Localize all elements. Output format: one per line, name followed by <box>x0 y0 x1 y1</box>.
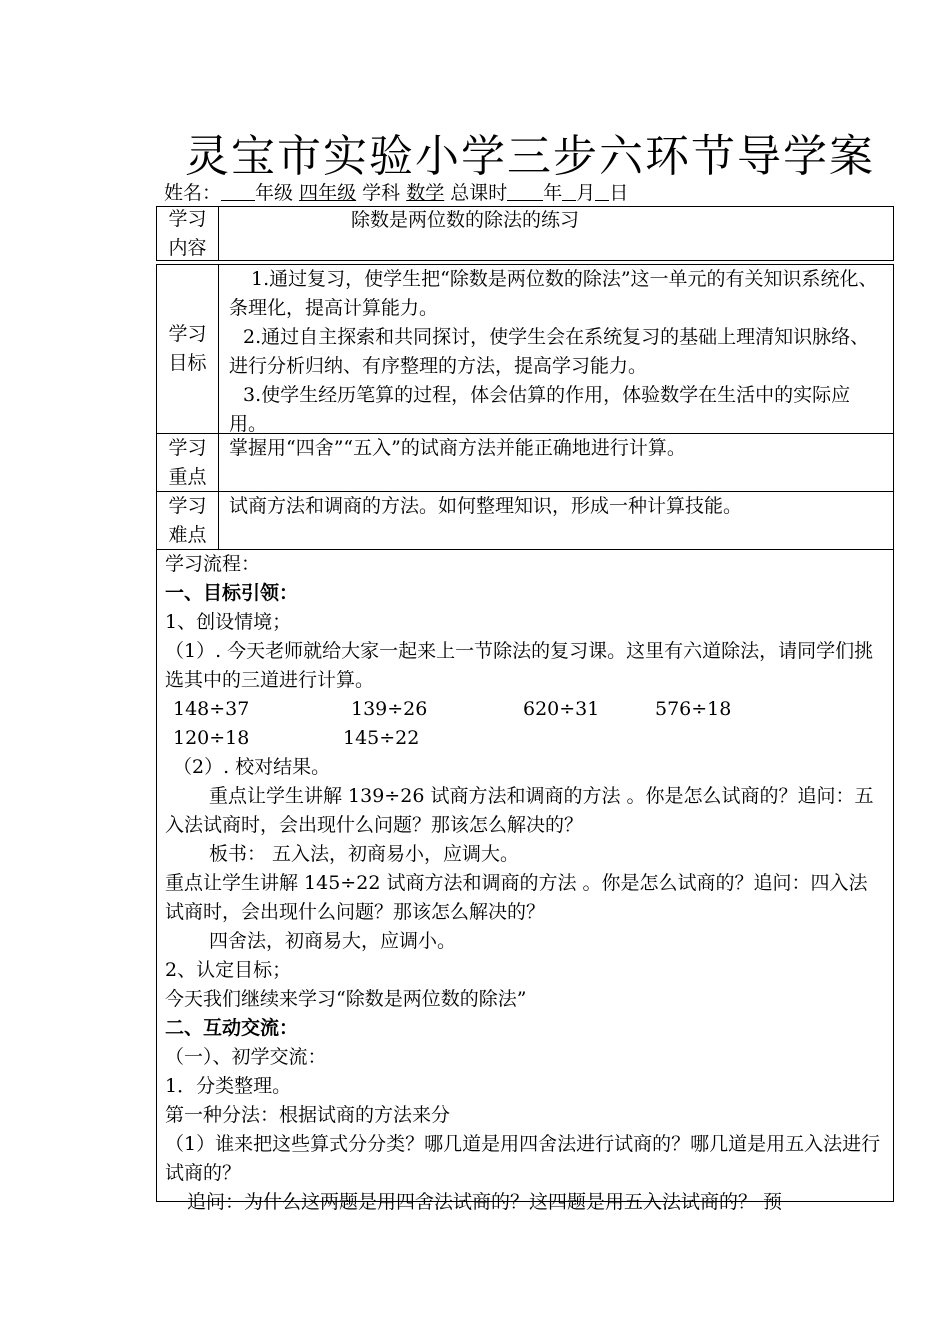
lesson-plan-table <box>156 206 894 1213</box>
name-blank[interactable] <box>221 182 255 201</box>
paragraph: 今天我们继续来学习“除数是两位数的除法” <box>165 988 527 1010</box>
row-label: 学习难点 <box>157 492 219 549</box>
calc-item: 139÷26 <box>351 698 428 720</box>
header-info <box>164 178 628 205</box>
year-label: 年 <box>543 182 563 204</box>
hours-label: 总课时 <box>450 182 508 204</box>
calc-row <box>165 724 885 753</box>
day-label: 日 <box>609 182 629 204</box>
goal-item: 2.通过自主探索和共同探讨，使学生会在系统复习的基础上理清知识脉络、进行分析归纳、有序整理的方法，提高学习能力。 <box>229 326 870 377</box>
month-blank[interactable] <box>562 182 576 201</box>
paragraph: 四舍法，初商易大，应调小。 <box>209 930 457 952</box>
paragraph: 板书： 五入法，初商易小，应调大。 <box>209 843 520 865</box>
paragraph: 重点让学生讲解 145÷22 试商方法和调商的方法 。你是怎么试商的？追问：四入法试商时，会出现什么问题？那该怎么解决的？ <box>165 872 868 923</box>
subject-value: 数学 <box>406 182 445 204</box>
row-goals <box>156 264 894 434</box>
calc-item: 120÷18 <box>173 727 250 749</box>
calc-item: 148÷37 <box>173 698 250 720</box>
paragraph: （2）. 校对结果。 <box>173 756 331 778</box>
grade-label: 年级 <box>255 182 294 204</box>
paragraph: 追问：为什么这两题是用四舍法试商的？这四题是用五入法试商的？ 预 <box>187 1191 783 1213</box>
row-label: 学习内容 <box>157 207 219 260</box>
hours-blank[interactable] <box>507 182 543 201</box>
difficult-text: 试商方法和调商的方法。如何整理知识，形成一种计算技能。 <box>229 495 743 517</box>
row-key <box>156 434 894 492</box>
goal-item: 1.通过复习，使学生把“除数是两位数的除法”这一单元的有关知识系统化、条理化，提高计算能力。 <box>229 268 878 319</box>
row-content <box>156 206 894 261</box>
sub-heading: 2、认定目标； <box>165 959 292 981</box>
row-label: 学习重点 <box>157 434 219 491</box>
paragraph: （1）谁来把这些算式分分类？哪几道是用四舍法进行试商的？哪几道是用五入法进行试商的？ <box>165 1133 881 1184</box>
content-text: 除数是两位数的除法的练习 <box>351 209 580 231</box>
calc-item: 145÷22 <box>343 727 420 749</box>
goals-list <box>219 265 893 433</box>
flow-heading: 学习流程： <box>165 553 261 575</box>
row-difficult <box>156 492 894 550</box>
row-label: 学习目标 <box>157 265 219 433</box>
calc-item: 620÷31 <box>523 698 600 720</box>
paragraph: 第一种分法：根据试商的方法来分 <box>165 1104 451 1126</box>
calc-row <box>165 695 885 724</box>
paragraph: 重点让学生讲解 139÷26 试商方法和调商的方法 。你是怎么试商的？追问：五入法试商时，会出现什么问题？那该怎么解决的？ <box>165 785 874 836</box>
name-label: 姓名： <box>164 182 222 204</box>
grade-value: 四年级 <box>299 182 357 204</box>
learning-flow <box>156 550 894 1213</box>
goal-item: 3.使学生经历笔算的过程，体会估算的作用，体验数学在生活中的实际应用。 <box>229 384 851 435</box>
day-blank[interactable] <box>595 182 609 201</box>
section-heading: 二、互动交流： <box>165 1017 299 1039</box>
page-title: 灵宝市实验小学三步六环节导学案 <box>185 131 875 182</box>
key-text: 掌握用“四舍”“五入”的试商方法并能正确地进行计算。 <box>229 437 686 459</box>
sub-heading: 1、创设情境； <box>165 611 292 633</box>
sub-heading: （一）、初学交流： <box>165 1046 327 1068</box>
paragraph: （1）. 今天老师就给大家一起来上一节除法的复习课。这里有六道除法，请同学们挑选其中的三道进行计算。 <box>165 640 874 691</box>
paragraph: 1．分类整理。 <box>165 1075 292 1097</box>
month-label: 月 <box>576 182 596 204</box>
calc-item: 576÷18 <box>655 698 732 720</box>
section-heading: 一、目标引领： <box>165 582 299 604</box>
subject-label: 学科 <box>362 182 401 204</box>
